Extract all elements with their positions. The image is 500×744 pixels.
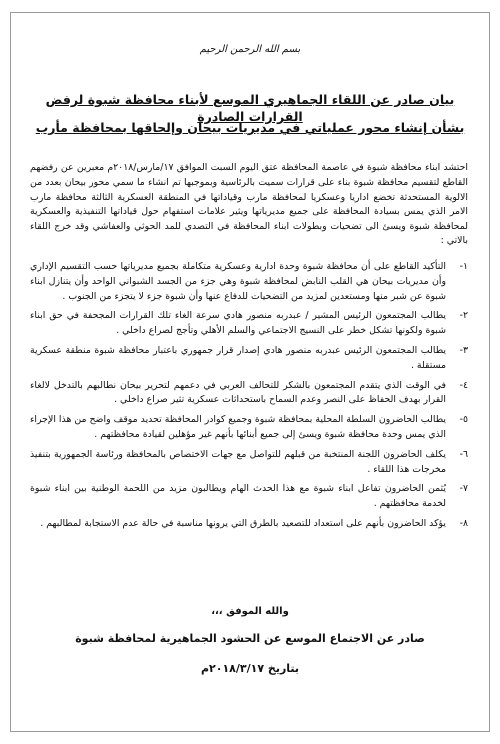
list-item	[30, 379, 468, 409]
statement-title: بيان صادر عن اللقاء الجماهيري الموسع لأبناء محافظة شبوة لرفض القرارات الصادرة	[45, 92, 455, 124]
item-text: يطالب المجتمعون الرئيس المشير / عبدربه منصور هادي سرعة الغاء تلك القرارات المجحفة في حق ابناء شبوة ولكونها تشكل خطر على النسيج الاجتماعي والسلم الأهلي وتأجج لصراع داخلي .	[30, 310, 446, 337]
issue-date: بتاريخ ٢٠١٨/٣/١٧م	[200, 662, 300, 675]
item-text: يكلف الحاضرون اللجنة المنتخبة من قبلهم للتواصل مع جهات الاختصاص بالمحافظة ورئاسة الجمهورية بتنفيذ مخرجات هذا اللقاء .	[30, 448, 446, 475]
item-number: ٥-	[459, 414, 468, 426]
intro-paragraph: احتشد ابناء محافظة شبوة في عاصمة المحافظة عتق اليوم السبت الموافق ١٧/مارس/٢٠١٨م معبرين عن رفضهم القاطع لتقسيم محافظة شبوة بناء على قرارات سميت بالرئاسية وبموجبها تم انشاء ما سمي محور بيحان بعدد من الالوية المستحدثة تخضع اداريا وعسكريا لمحافظة مارب وقياداتها في المنطقة العسكرية الثالثة محافظة مارب الامر الذي يمس بسيادة المحافظة على جميع مديرياتها ويثير علامات استفهام حول قياداتها التنفيذية والعسكرية لمحافظة شبوة ويسئ الى تضحيات وبطولات ابناء المحافظة في التصدي للمد الحوثي والعفاشي وقد خرج اللقاء بالاتي :	[30, 162, 468, 247]
statement-subtitle: بشأن إنشاء محور عملياتي في مديريات بيحان وإلحاقها بمحافظة مأرب	[35, 120, 465, 135]
closing-line: والله الموفق ،،،	[211, 606, 289, 617]
item-number: ٨-	[459, 517, 468, 529]
item-text: يطالب المجتمعون الرئيس عبدربه منصور هادي إصدار قرار جمهوري باعتبار محافظة شبوة منطقة عسكرية مستقلة .	[30, 344, 446, 371]
list-item	[30, 309, 468, 339]
issuer-signature: صادر عن الاجتماع الموسع عن الحشود الجماهيرية لمحافظة شبوة	[75, 632, 425, 645]
item-text: التأكيد القاطع على أن محافظة شبوة وحدة ادارية وعسكرية متكاملة بجميع مديرياتها حسب التقسيم الإداري وأن مديريات بيحان هي القلب النابض لمحافظة شبوة وهي جزء من الجسد الشبواني الواحد وأن يتنازل ابناء شبوة عن شبر منها ومستعدين لمزيد من التضحيات للدفاع عنها وأن شبوة جزء لا يتجزء من الجنوب .	[30, 261, 446, 302]
item-number: ٣-	[459, 344, 468, 356]
basmala-heading: بسم الله الرحمن الرحيم	[199, 44, 301, 55]
list-item	[30, 517, 468, 532]
item-text: في الوقت الذي يتقدم المجتمعون بالشكر للتحالف العربي في دعمهم لتحرير بيحان نطالبهم بالتدخل لالغاء القرار بهدف الحفاظ على النصر وعدم السماح باستحداثات عسكرية تثير صراع داخلي .	[30, 379, 446, 406]
resolutions-list	[30, 260, 468, 537]
list-item	[30, 413, 468, 443]
list-item	[30, 448, 468, 478]
list-item	[30, 482, 468, 512]
item-number: ١-	[459, 261, 468, 272]
item-text: يطالب الحاضرون السلطة المحلية بمحافظة شبوة وجميع كوادر المحافظة تحديد موقف واضح من هذا الإجراء الذي يمس وحدة محافظة شبوة ويسئ إلى جميع أبنائها بأنهم غير مؤهلين لقيادة محافظتهم .	[30, 414, 446, 440]
item-text: يُثمن الحاضرون تفاعل ابناء شبوة مع هذا الحدث الهام ويطالبون مزيد من اللحمة الوطنية بين ابناء شبوة لخدمة محافظتهم .	[30, 483, 446, 510]
list-item	[30, 344, 468, 374]
item-number: ٦-	[459, 448, 468, 460]
list-item	[30, 260, 468, 304]
item-number: ٧-	[459, 483, 468, 495]
item-number: ٢-	[459, 310, 468, 322]
item-number: ٤-	[459, 379, 468, 391]
item-text: يؤكد الحاضرون بأنهم على استعداد للتصعيد بالطرق التي يرونها مناسبة في حالة عدم الاستجابة لمطالبهم .	[40, 517, 446, 529]
